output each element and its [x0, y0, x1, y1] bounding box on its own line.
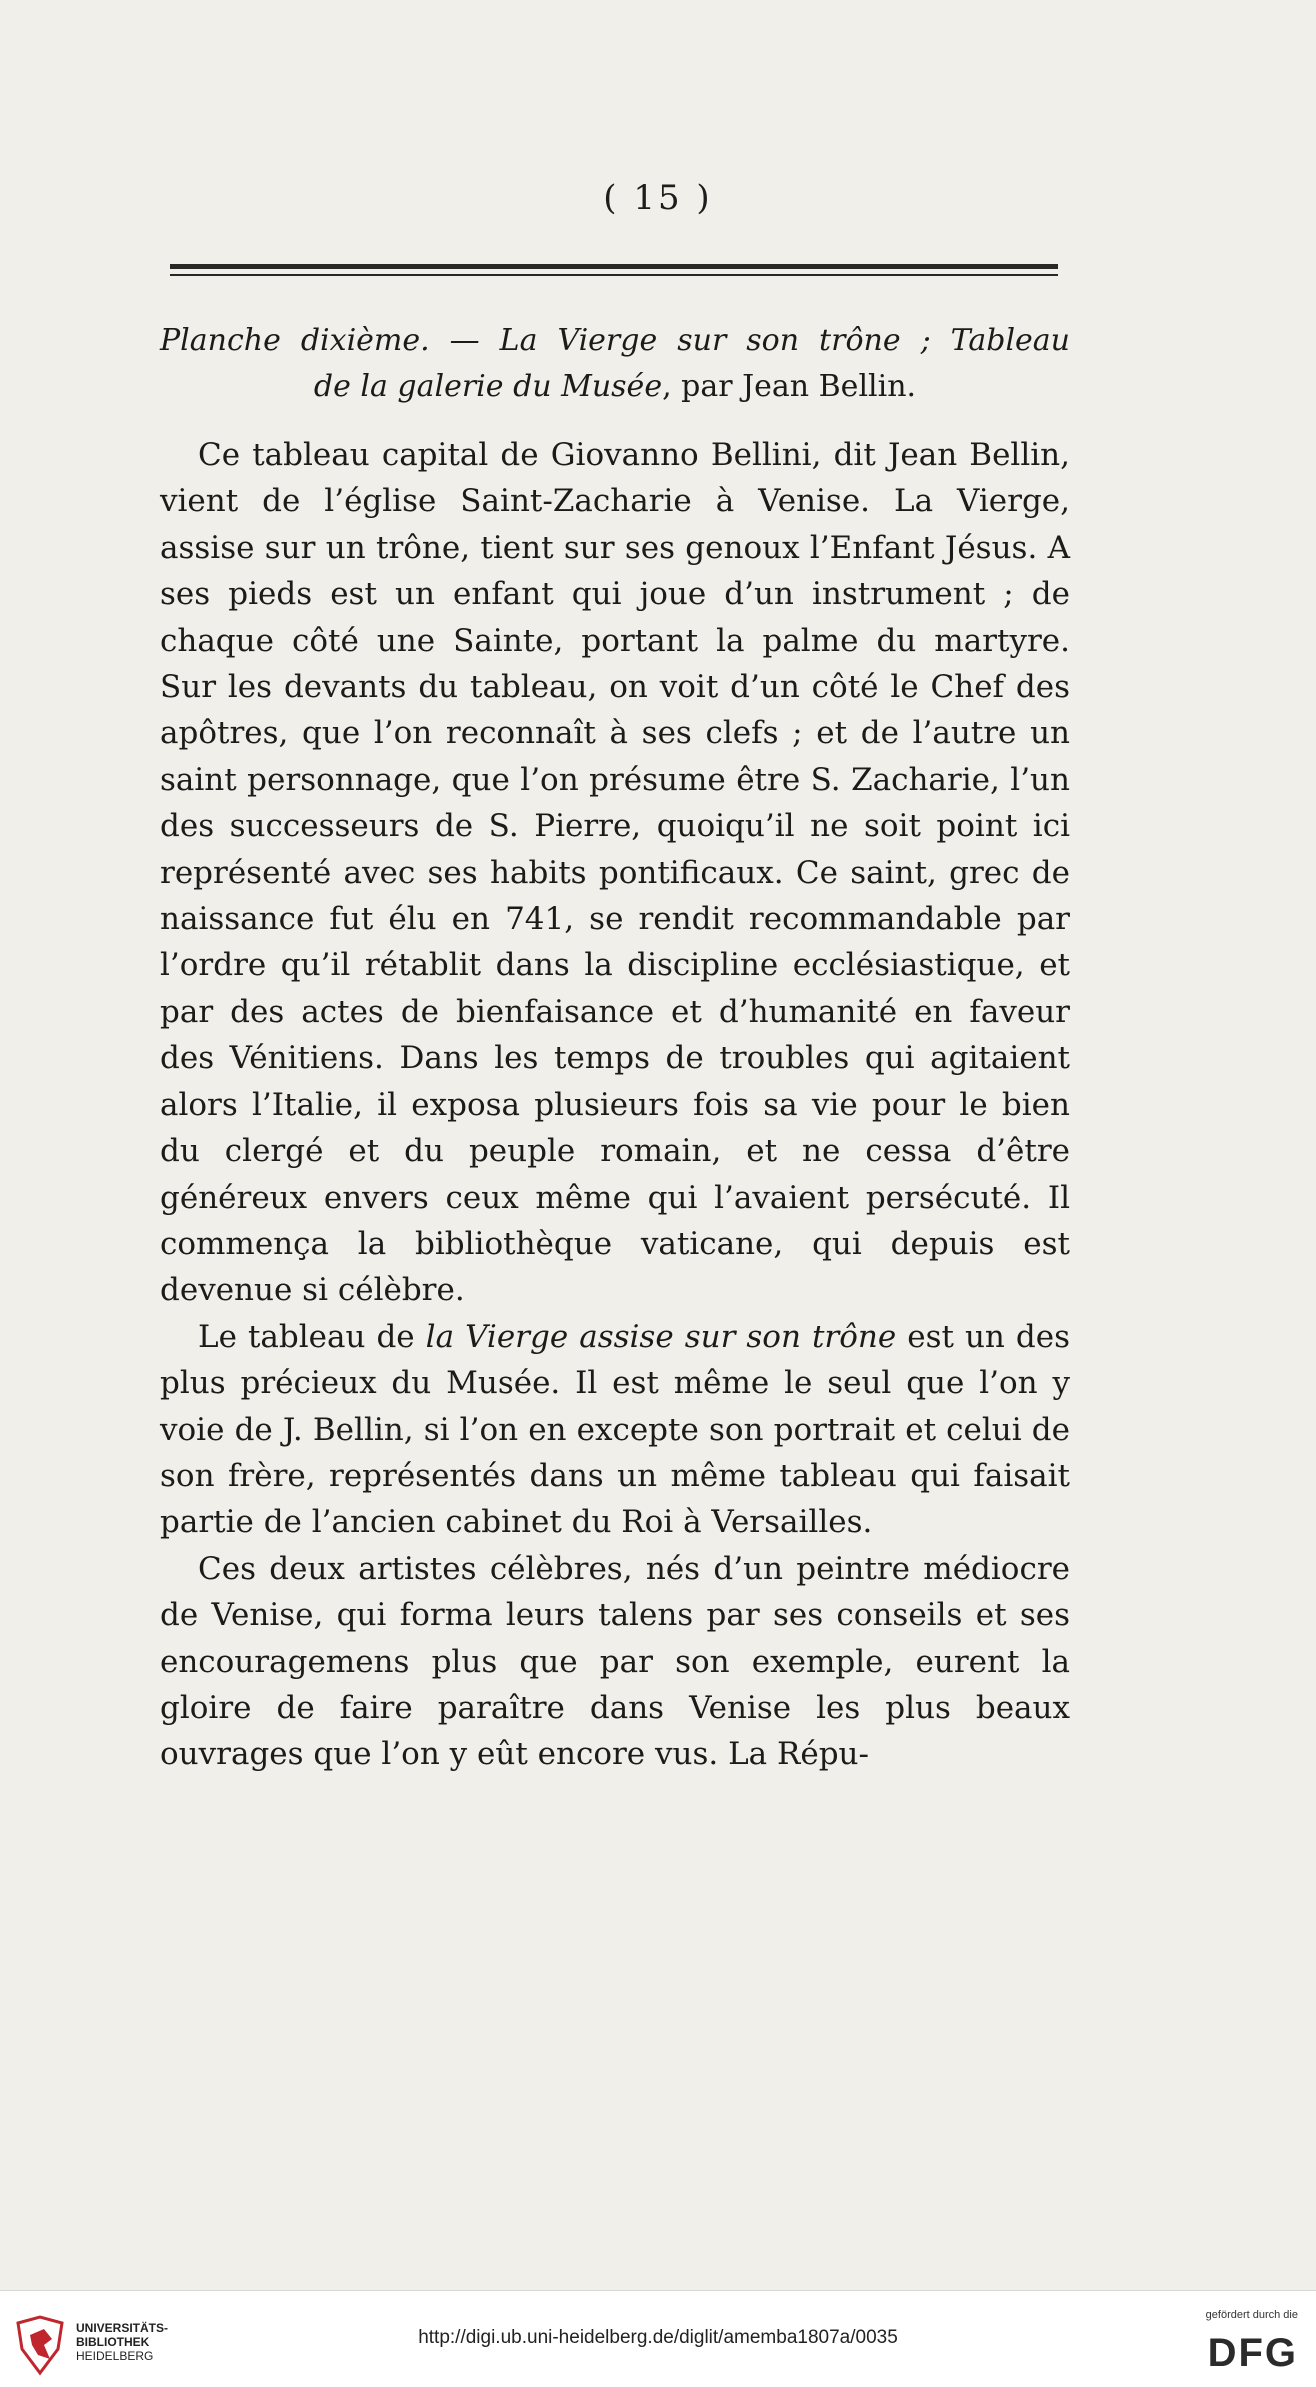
- header-rule-thin: [170, 274, 1058, 276]
- library-name-line-3: HEIDELBERG: [76, 2349, 154, 2363]
- paragraph-2-after: est un des plus précieux du Musée. Il est même le seul que l’on y voie de J. Bellin, si l’on en excepte son portrait et celui de son frère, représentés dans un même tableau qui faisait partie de l’ancien cabinet du Roi à Versailles.: [160, 1318, 1070, 1541]
- dfg-logo[interactable]: DFG: [1207, 2331, 1298, 2375]
- paragraph-1: Ce tableau capital de Giovanno Bellini, dit Jean Bellin, vient de l’église Saint-Zacharie à Venise. La Vierge, assise sur un trône, tient sur ses genoux l’Enfant Jésus. A ses pieds est un enfant qui joue d’un instrument ; de chaque côté une Sainte, portant la palme du martyre. Sur les devants du tableau, on voit d’un côté le Chef des apôtres, que l’on reconnaît à ses clefs ; et de l’autre un saint personnage, que l’on présume être S. Zacharie, l’un des successeurs de S. Pierre, quoiqu’il ne soit point ici représenté avec ses habits pontificaux. Ce saint, grec de naissance fut élu en 741, se rendit recommandable par l’ordre qu’il rétablit dans la discipline ecclésiastique, et par des actes de bienfaisance et d’humanité en faveur des Vénitiens. Dans les temps de troubles qui agitaient alors l’Italie, il exposa plusieurs fois sa vie pour le bien du clergé et du peuple romain, et ne cessa d’être généreux envers ceux même qui l’avaient persécuté. Il commença la bibliothèque vaticane, qui depuis est devenue si célèbre.: [160, 437, 1070, 1309]
- library-name-line-1: UNIVERSITÄTS-: [76, 2321, 169, 2335]
- viewer-footer: [0, 2290, 1316, 2387]
- heading-line-2: [160, 364, 1070, 410]
- library-name-line-2: BIBLIOTHEK: [76, 2335, 150, 2349]
- paragraph-2-italic: la Vierge assise sur son trône: [425, 1318, 897, 1355]
- header-rule-thick: [170, 264, 1058, 269]
- heading-line-2-italic: de la galerie du Musée: [313, 369, 663, 404]
- heading-line-1: [160, 318, 1070, 364]
- permalink-url[interactable]: http://digi.ub.uni-heidelberg.de/diglit/amemba1807a/0035: [418, 2327, 898, 2348]
- heading-line-2-roman: , par Jean Bellin.: [662, 369, 917, 404]
- paragraph-2-before: Le tableau de: [198, 1318, 426, 1355]
- body-text: [160, 432, 1070, 1778]
- heading-line-1-italic: Planche dixième. — La Vierge sur son trône ; Tableau: [160, 323, 1070, 358]
- plate-heading: [160, 318, 1070, 410]
- funding-note: gefördert durch die: [1205, 2309, 1298, 2321]
- paragraph-2: [160, 1314, 1070, 1546]
- page-number: ( 15 ): [603, 178, 713, 218]
- paragraph-3: Ces deux artistes célèbres, nés d’un peintre médiocre de Venise, qui forma leurs talens par ses conseils et ses encouragemens plus que par son exemple, eurent la gloire de faire paraître dans Venise les plus beaux ouvrages que l’on y eût encore vus. La Répu-: [160, 1550, 1070, 1773]
